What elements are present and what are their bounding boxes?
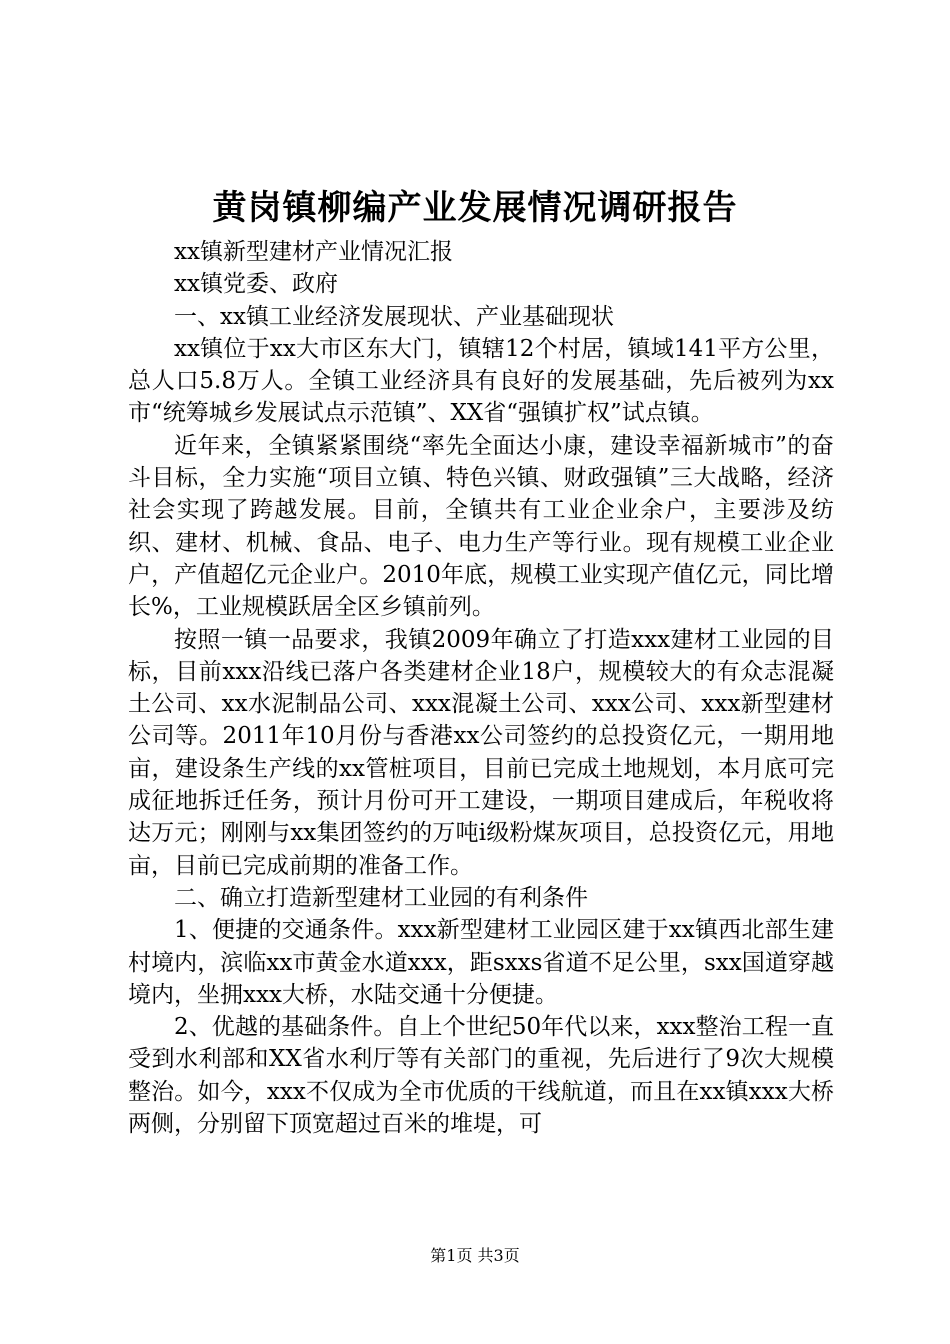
paragraph: xx镇新型建材产业情况汇报 [174,239,453,265]
paragraph: 近年来，全镇紧紧围绕“率先全面达小康，建设幸福新城市”的奋斗目标，全力实施“项目立镇、特色兴镇、财政强镇”三大战略，经济社会实现了跨越发展。目前，全镇共有工业企业余户，主要涉及纺织、建材、机械、食品、电子、电力生产等行业。现有规模工业企业户，产值超亿元企业户。2010年底，规模工业实现产值亿元，同比增长%，工业规模跃居全区乡镇前列。 [128,432,834,621]
paragraph: xx镇党委、政府 [174,271,338,298]
document-title: 黄岗镇柳编产业发展情况调研报告 [212,188,738,228]
section-heading: 一、xx镇工业经济发展现状、产业基础现状 [174,303,614,330]
paragraph: xx镇位于xx大市区东大门，镇辖12个村居，镇域141平方公里，总人口5.8万人。全镇工业经济具有良好的发展基础，先后被列为xx市“统筹城乡发展试点示范镇”、XX省“强镇扩权”试点镇。 [128,335,834,427]
section-heading: 二、确立打造新型建材工业园的有利条件 [174,884,588,911]
page-number-footer: 第1页 共3页 [430,1246,520,1265]
document-body [128,236,834,1140]
paragraph: 2、优越的基础条件。自上个世纪50年代以来，xxx整治工程一直受到水利部和XX省水利厅等有关部门的重视，先后进行了9次大规模整治。如今，xxx不仅成为全市优质的干线航道，而且在xx镇xxx大桥两侧，分别留下顶宽超过百米的堆堤，可 [128,1014,834,1138]
paragraph: 按照一镇一品要求，我镇2009年确立了打造xxx建材工业园的目标，目前xxx沿线已落户各类建材企业18户，规模较大的有众志混凝土公司、xx水泥制品公司、xxx混凝土公司、xxx公司、xxx新型建材公司等。2011年10月份与香港xx公司签约的总投资亿元，一期用地亩，建设条生产线的xx管桩项目，目前已完成土地规划，本月底可完成征地拆迁任务，预计月份可开工建设，一期项目建成后，年税收将达万元；刚刚与xx集团签约的万吨i级粉煤灰项目，总投资亿元，用地亩，目前已完成前期的准备工作。 [128,626,834,879]
paragraph: 1、便捷的交通条件。xxx新型建材工业园区建于xx镇西北部生建村境内，滨临xx市黄金水道xxx，距sxxs省道不足公里，sxx国道穿越境内，坐拥xxx大桥，水陆交通十分便捷。 [128,917,834,1008]
